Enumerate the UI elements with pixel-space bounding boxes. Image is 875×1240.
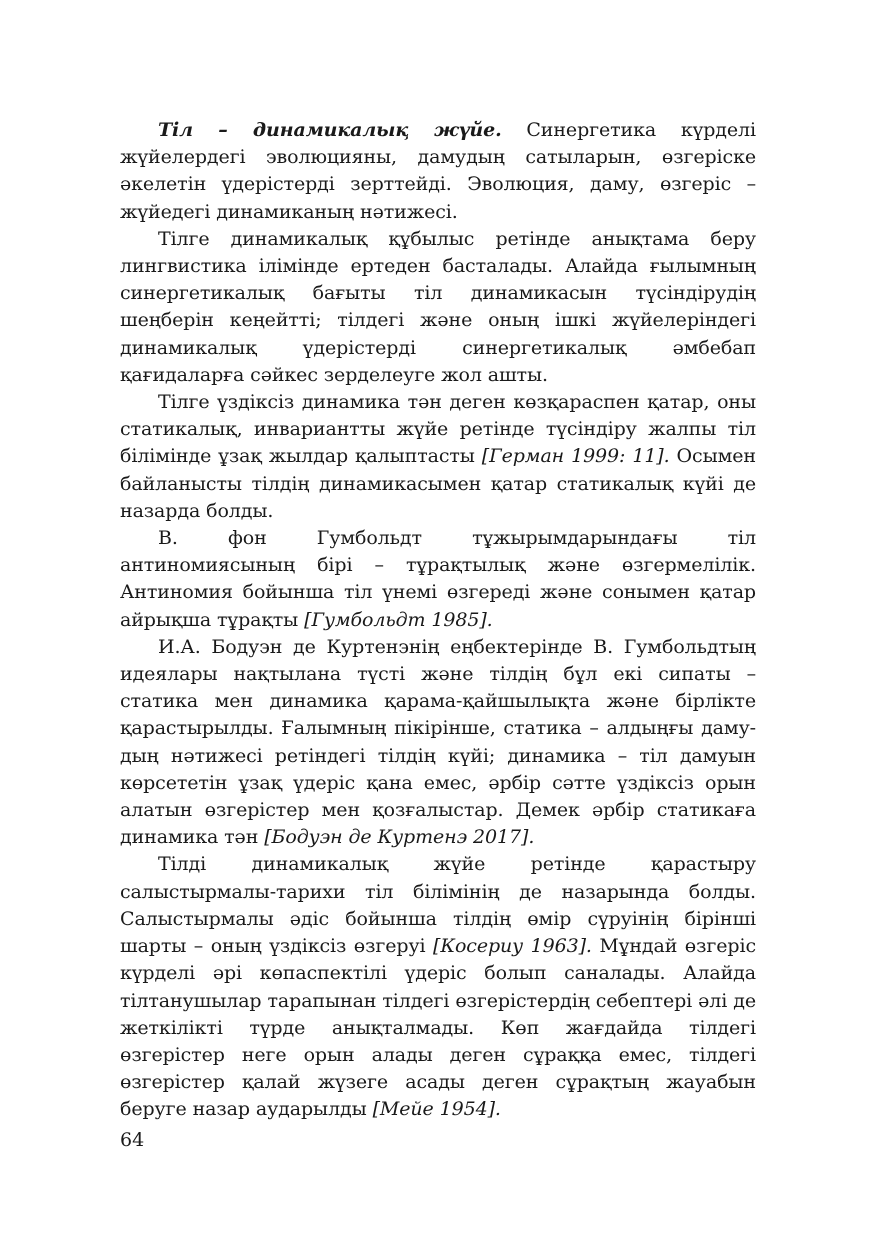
citation: [Герман 1999: 11]. [481,445,670,468]
paragraph-5 [120,634,756,852]
paragraph-text: Тілге динамикалық құбылыс ретінде анықтама беру лингвистика ілімінде ертеден басталады. Алайда ғылымның синергетикалық бағыты тіл динамикасын түсіндірудің шеңберін кеңейтті; тілдегі және оның ішкі жүйелеріндегі динамикалық үдерістерді синергетикалық әмбебап қағидаларға сәйкес зерделеуге жол ашты. [120,227,756,386]
citation: [Мейе 1954]. [372,1098,501,1121]
paragraph-text: И.А. Бодуэн де Куртенэнің еңбектерінде В. Гумбольдтың идеялары нақтылана түсті және тілдің бұл екі сипаты – статика мен динамика қарама-қайшылықта және бірлікте қарастырылды. Ғалымның пікірінше, статика – алдыңғы даму-дың нәтижесі ретіндегі тілдің күйі; динамика – тіл дамуын көрсететін ұзақ үдеріс қана емес, әрбір сәтте үздіксіз орын алатын өзгерістер мен қозғалыстар. Демек әрбір статикаға динамика тән [120,635,756,849]
paragraph-text: Осымен байланысты тілдің динамикасымен қатар статикалық күйі де назарда болды. [120,445,756,522]
citation: [Бодуэн де Куртенэ 2017]. [264,826,535,849]
paragraph-2 [120,226,756,389]
paragraph-text: Тілге үздіксіз динамика тән деген көзқараспен қатар, оны статикалық, инвариантты жүйе ретінде түсіндіру жалпы тіл білімінде ұзақ жылдар қалыптасты [120,391,756,468]
paragraph-text: Тілді динамикалық жүйе ретінде қарастыру салыстырмалы-тарихи тіл білімінің де назарында болды. Салыстырмалы әдіс бойынша тілдің өмір сүруінің бірінші шарты – оның үздіксіз өзгеруі [120,853,756,958]
body-text [120,117,756,1124]
paragraph-1 [120,117,756,226]
paragraph-text: Синергетика күрделі жүйелердегі эволюцияны, дамудың сатыларын, өзгеріске әкелетін үдерістерді зерттейді. Эволюция, даму, өзгеріс – жүйедегі динамиканың нәтижесі. [120,119,756,223]
citation: [Косериу 1963]. [433,935,592,958]
citation: [Гумбольдт 1985]. [304,608,493,631]
paragraph-3 [120,389,756,525]
paragraph-text: Мұндай өзгеріс күрделі әрі көпаспектілі үдеріс болып саналады. Алайда тілтанушылар тарапынан тілдегі өзгерістердің себептері әлі де жеткілікті түрде анықталмады. Көп жағдайда тілдегі өзгерістер неге орын алады деген сұраққа емес, тілдегі өзгерістер қалай жүзеге асады деген сұрақтың жауабын беруге назар аударылды [120,935,756,1121]
paragraph-4 [120,525,756,634]
paragraph-text: В. фон Гумбольдт тұжырымдарындағы тіл антиномиясының бірі – тұрақтылық және өзгермелілік. Антиномия бойынша тіл үнемі өзгереді және сонымен қатар айрықша тұрақты [120,527,756,631]
section-lead-heading: Тіл – динамикалық жүйе. [158,119,502,141]
page-number: 64 [120,1129,145,1151]
page-body [120,117,756,1124]
paragraph-6 [120,851,756,1123]
